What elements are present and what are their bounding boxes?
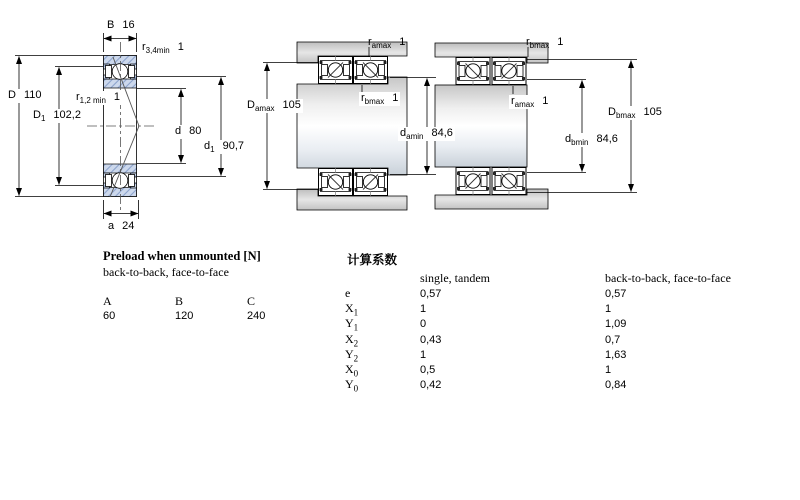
preload-table xyxy=(103,249,343,339)
dim-label-damin: $d_{amin}$ 84,6 xyxy=(400,127,453,142)
factors-title: 计算系数 xyxy=(347,253,398,267)
preload-col-A: A xyxy=(103,294,112,308)
factors-col-single-tandem: single, tandem xyxy=(420,271,490,285)
factor-row-Y0: $Y_0$ 0,42 0,84 xyxy=(345,377,627,394)
preload-value-B: 120 xyxy=(175,310,194,322)
dim-label-d: d 80 xyxy=(173,125,203,139)
dim-label-r12min: $r_{1,2 min}$ 1 xyxy=(76,91,121,106)
preload-column-headers xyxy=(103,294,319,309)
dim-label-r34min: $r_{3,4min}$ 1 xyxy=(142,41,184,56)
mounted-pair-drawing-a xyxy=(263,42,436,210)
factor-row-Y1: $Y_1$ 0 1,09 xyxy=(345,316,627,333)
dim-label-d1: $d_1$ 90,7 xyxy=(204,140,244,155)
dim-label-dbmin: $d_{bmin}$ 84,6 xyxy=(565,133,618,148)
dim-label-rbmax-b: $r_{bmax}$ 1 xyxy=(526,36,564,51)
preload-col-C: C xyxy=(247,294,256,308)
factor-row-Y2: $Y_2$ 1 1,63 xyxy=(345,346,627,364)
dim-label-B: B 16 xyxy=(107,19,135,31)
factor-row-X2: $X_2$ 0,43 0,7 xyxy=(345,331,621,348)
factors-col-back-to-back: back-to-back, face-to-face xyxy=(605,271,731,285)
dim-label-D1: $D_1$ 102,2 xyxy=(33,109,81,124)
dim-label-ramax-b: $r_{amax}$ 1 xyxy=(511,95,549,110)
dim-label-D: D 110 xyxy=(6,89,44,103)
dim-label-a: a 24 xyxy=(108,220,135,232)
dim-label-Damax: $D_{amax}$ 105 xyxy=(247,99,301,114)
dim-label-Dbmax: $D_{bmax}$ 105 xyxy=(608,106,662,121)
preload-values xyxy=(103,310,319,322)
mounted-pair-drawing-b xyxy=(435,43,637,209)
factor-row-X1: $X_1$ 1 1 xyxy=(345,301,612,318)
preload-value-C: 240 xyxy=(247,310,266,322)
calculation-factors-table xyxy=(345,250,795,400)
preload-title: Preload when unmounted [N] xyxy=(103,249,261,263)
preload-value-A: 60 xyxy=(103,310,116,322)
dim-label-rbmax-a: $r_{bmax}$ 1 xyxy=(361,92,399,107)
factor-row-X0: $X_0$ 0,5 1 xyxy=(345,361,612,379)
factor-row-e: e 0,57 0,57 xyxy=(345,286,627,300)
preload-subtitle: back-to-back, face-to-face xyxy=(103,265,229,279)
preload-col-B: B xyxy=(175,294,184,308)
factors-rows xyxy=(345,286,795,392)
dim-label-ramax-a: $r_{amax}$ 1 xyxy=(368,36,406,51)
